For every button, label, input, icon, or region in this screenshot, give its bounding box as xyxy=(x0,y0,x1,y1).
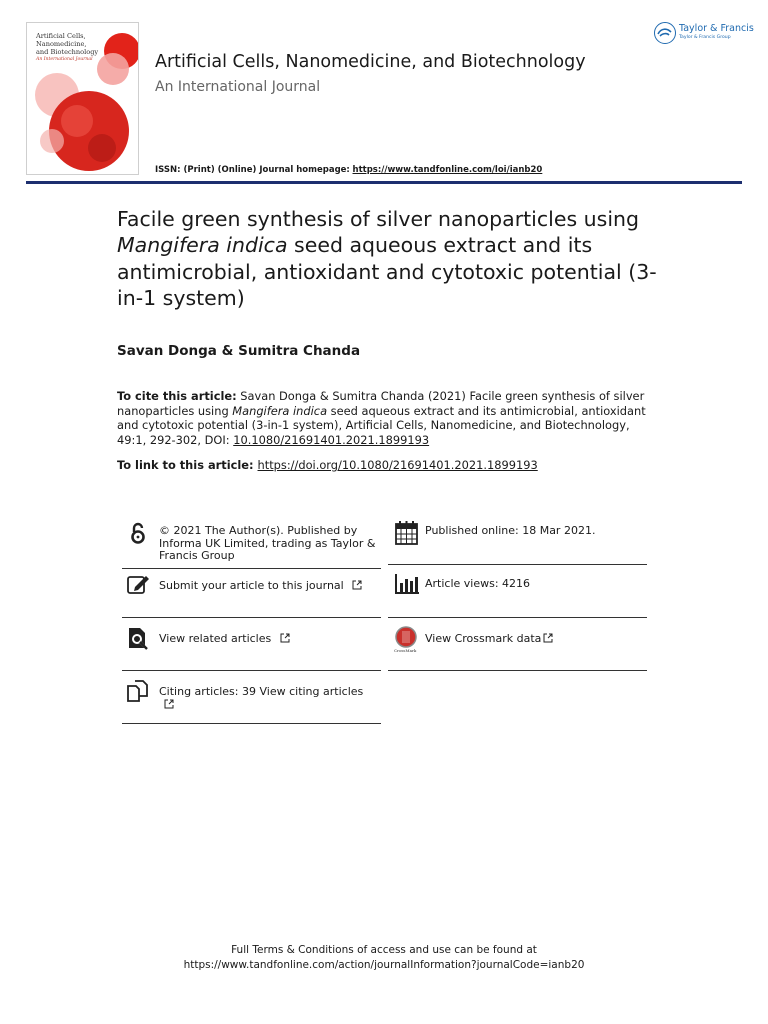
edit-icon xyxy=(125,571,151,597)
header-rule xyxy=(26,181,742,184)
submit-row[interactable] xyxy=(122,565,381,618)
views-row xyxy=(388,565,647,618)
publisher-logo[interactable] xyxy=(654,20,754,48)
citing-link[interactable]: Citing articles: 39 View citing articles xyxy=(159,686,381,711)
article-views: Article views: 4216 xyxy=(425,577,531,590)
citing-documents-icon xyxy=(125,678,151,704)
publisher-name: Taylor & Francis xyxy=(679,23,754,34)
crossmark-link[interactable]: View Crossmark data xyxy=(425,633,553,646)
doi-link[interactable]: 10.1080/21691401.2021.1899193 xyxy=(233,433,430,448)
article-authors: Savan Donga & Sumitra Chanda xyxy=(117,343,361,359)
journal-homepage-link[interactable]: https://www.tandfonline.com/loi/ianb20 xyxy=(352,165,543,175)
footer-url[interactable]: https://www.tandfonline.com/action/journalInformation?journalCode=ianb20 xyxy=(183,958,585,971)
external-link-icon xyxy=(280,633,290,643)
issn-line xyxy=(155,165,542,175)
license-text: © 2021 The Author(s). Published by Informa UK Limited, trading as Taylor & Francis Group xyxy=(159,524,376,563)
publisher-group: Taylor & Francis Group xyxy=(679,35,731,40)
citing-row[interactable] xyxy=(122,671,381,724)
bar-chart-icon xyxy=(394,571,420,597)
journal-cover xyxy=(26,22,139,175)
article-doi-url[interactable]: https://doi.org/10.1080/21691401.2021.1899193 xyxy=(257,458,538,472)
published-date: Published online: 18 Mar 2021. xyxy=(425,524,596,537)
external-link-icon xyxy=(352,580,362,590)
footer xyxy=(0,943,768,973)
calendar-icon xyxy=(394,520,420,546)
related-link[interactable]: View related articles xyxy=(159,633,290,646)
external-link-icon xyxy=(543,633,553,643)
license-row xyxy=(122,516,381,569)
open-access-icon xyxy=(125,520,151,546)
citation-label: To cite this article: xyxy=(117,389,237,403)
crossmark-logo-text: CrossMark xyxy=(394,648,417,653)
submit-link[interactable]: Submit your article to this journal xyxy=(159,580,362,593)
crossmark-row[interactable] xyxy=(388,618,647,671)
article-link-label: To link to this article: xyxy=(117,458,258,472)
footer-terms: Full Terms & Conditions of access and use can be found at xyxy=(231,944,537,956)
related-row[interactable] xyxy=(122,618,381,671)
citation-block: To cite this article: Savan Donga & Sumitra Chanda (2021) Facile green synthesis of silver nanoparticles using Mangifera indica seed aqueous extract and its antimicrobial, antioxidant and cytotoxic potential (3-in-1 system), Artificial Cells, Nanomedicine, and Biotechnology, 49:1, 292-302, DOI: 10.1080/21691401.2021.1899193 xyxy=(117,389,646,448)
journal-subtitle: An International Journal xyxy=(155,79,321,95)
cover-title: Artificial Cells, Nanomedicine, and Biotechnology xyxy=(36,32,99,56)
external-link-icon xyxy=(164,699,174,709)
journal-title: Artificial Cells, Nanomedicine, and Biotechnology xyxy=(155,52,586,72)
published-row xyxy=(388,512,647,565)
publisher-logo-icon xyxy=(654,22,676,44)
article-title: Facile green synthesis of silver nanoparticles using Mangifera indica seed aqueous extract and its antimicrobial, antioxidant and cytotoxic potential (3-in-1 system) xyxy=(117,207,657,310)
cover-subtitle: An International Journal xyxy=(36,57,93,62)
article-link-line xyxy=(117,458,538,472)
search-document-icon xyxy=(125,625,151,651)
issn-label: ISSN: (Print) (Online) Journal homepage: xyxy=(155,165,350,175)
